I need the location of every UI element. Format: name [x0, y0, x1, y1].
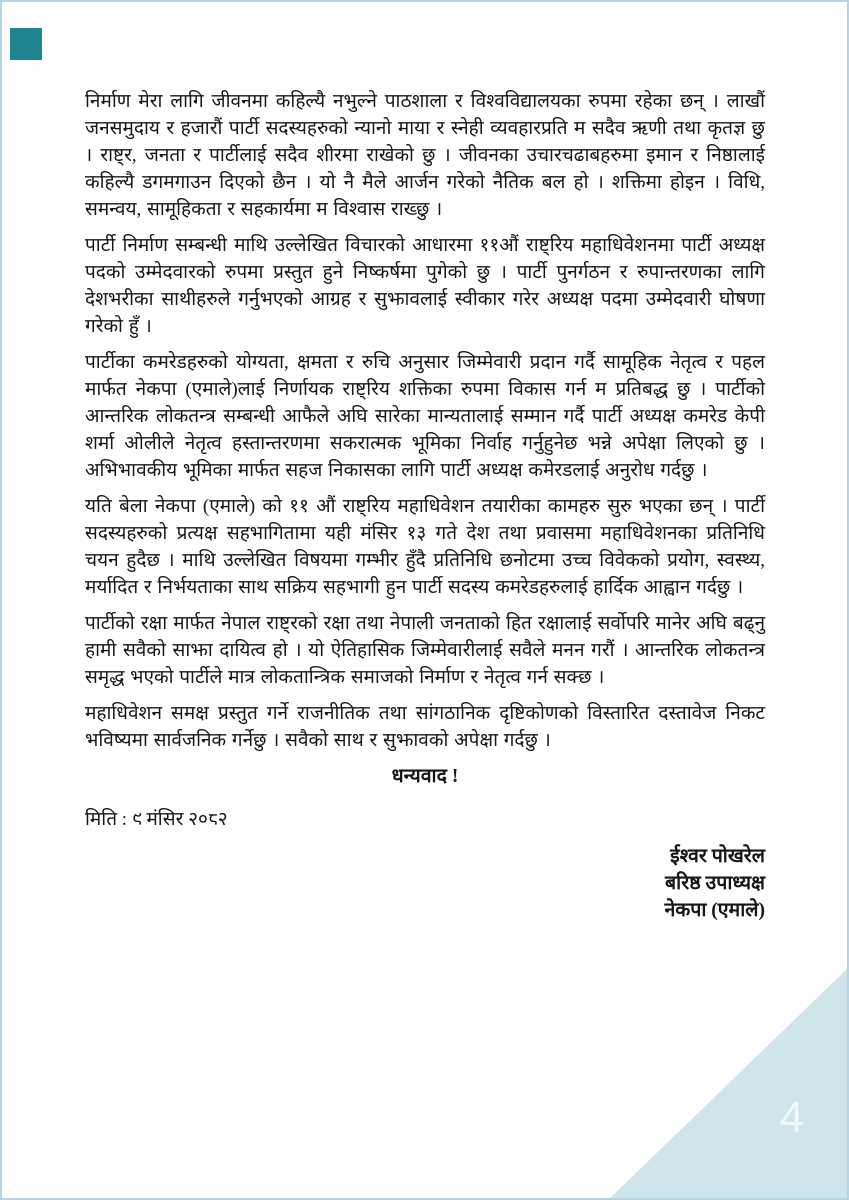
signature-name: ईश्वर पोखरेल — [670, 846, 765, 867]
paragraph: पार्टीका कमरेडहरुको योग्यता, क्षमता र रुचि अनुसार जिम्मेवारी प्रदान गर्दै सामूहिक नेतृत्व र पहल मार्फत नेकपा (एमाले)लाई निर्णायक राष्ट्रिय शक्तिका रुपमा विकास गर्न म प्रतिबद्ध छु । पार्टीको आन्तरिक लोकतन्त्र सम्बन्धी आफैले अघि सारेका मान्यतालाई सम्मान गर्दै पार्टी अध्यक्ष कमरेड केपी शर्मा ओलीले नेतृत्व हस्तान्तरणमा सकरात्मक भूमिका निर्वाह गर्नुहुनेछ भन्ने अपेक्षा लिएको छु । अभिभावकीय भूमिका मार्फत सहज निकासका लागि पार्टी अध्यक्ष कमेरडलाई अनुरोध गर्दछु । — [85, 352, 765, 481]
paragraph: यति बेला नेकपा (एमाले) को ११ औं राष्ट्रिय महाधिवेशन तयारीका कामहरु सुरु भएका छन् । पार्टी सदस्यहरुको प्रत्यक्ष सहभागितामा यही मंसिर १३ गते देश तथा प्रवासमा महाधिवेशनका प्रतिनिधि चयन हुदैछ । माथि उल्लेखित विषयमा गम्भीर हुँदै प्रतिनिधि छनोटमा उच्च विवेकको प्रयोग, स्वस्थ्य, मर्यादित र निर्भयताका साथ सक्रिय सहभागी हुन पार्टी सदस्य कमरेडहरुलाई हार्दिक आह्वान गर्दछु । — [85, 496, 765, 598]
signature-party: नेकपा (एमाले) — [664, 900, 765, 921]
accent-square — [10, 28, 42, 60]
paragraph: महाधिवेशन समक्ष प्रस्तुत गर्ने राजनीतिक तथा सांगठानिक दृष्टिकोणको विस्तारित दस्तावेज निकट भविष्यमा सार्वजनिक गर्नेछु । सवैको साथ र सुझावको अपेक्षा गर्दछु । — [85, 703, 765, 751]
paragraph: पार्टी निर्माण सम्बन्धी माथि उल्लेखित विचारको आधारमा ११औं राष्ट्रिय महाधिवेशनमा पार्टी अध्यक्ष पदको उम्मेदवारको रुपमा प्रस्तुत हुने निष्कर्षमा पुगेको छु । पार्टी पुनर्गठन र रुपान्तरणका लागि देशभरीका साथीहरुले गर्नुभएको आग्रह र सुझावलाई स्वीकार गरेर अध्यक्ष पदमा उम्मेदवारी घोषणा गरेको हुँ । — [85, 235, 765, 337]
signature-title: बरिष्ठ उपाध्यक्ष — [665, 873, 765, 894]
corner-triangle — [608, 967, 849, 1200]
thanks-line: धन्यवाद ! — [391, 766, 459, 787]
paragraph: निर्माण मेरा लागि जीवनमा कहिल्यै नभुल्ने पाठशाला र विश्वविद्यालयका रुपमा रहेका छन् । लाखौं जनसमुदाय र हजारौं पार्टी सदस्यहरुको न्यानो माया र स्नेही व्यवहारप्रति म सदैव ऋणी तथा कृतज्ञ छु । राष्ट्र, जनता र पार्टीलाई सदैव शीरमा राखेको छु । जीवनका उचारचढाबहरुमा इमान र निष्ठालाई कहिल्यै डगमगाउन दिएको छैन । यो नै मैले आर्जन गरेको नैतिक बल हो । शक्तिमा होइन । विधि, समन्वय, सामूहिकता र सहकार्यमा म विश्वास राख्छु । — [85, 91, 765, 220]
paragraph: पार्टीको रक्षा मार्फत नेपाल राष्ट्रको रक्षा तथा नेपाली जनताको हित रक्षालाई सर्वोपरि मानेर अघि बढ्नु हामी सवैको साझा दायित्व हो । यो ऐतिहासिक जिम्मेवारीलाई सवैले मनन गरौं । आन्तरिक लोकतन्त्र समृद्ध भएको पार्टीले मात्र लोकतान्त्रिक समाजको निर्माण र नेतृत्व गर्न सक्छ । — [85, 613, 765, 688]
signature-block — [85, 843, 765, 924]
letter-body — [85, 88, 765, 924]
page-number: 4 — [779, 1093, 804, 1142]
date-line: मिति : ९ मंसिर २०८२ — [85, 809, 228, 830]
